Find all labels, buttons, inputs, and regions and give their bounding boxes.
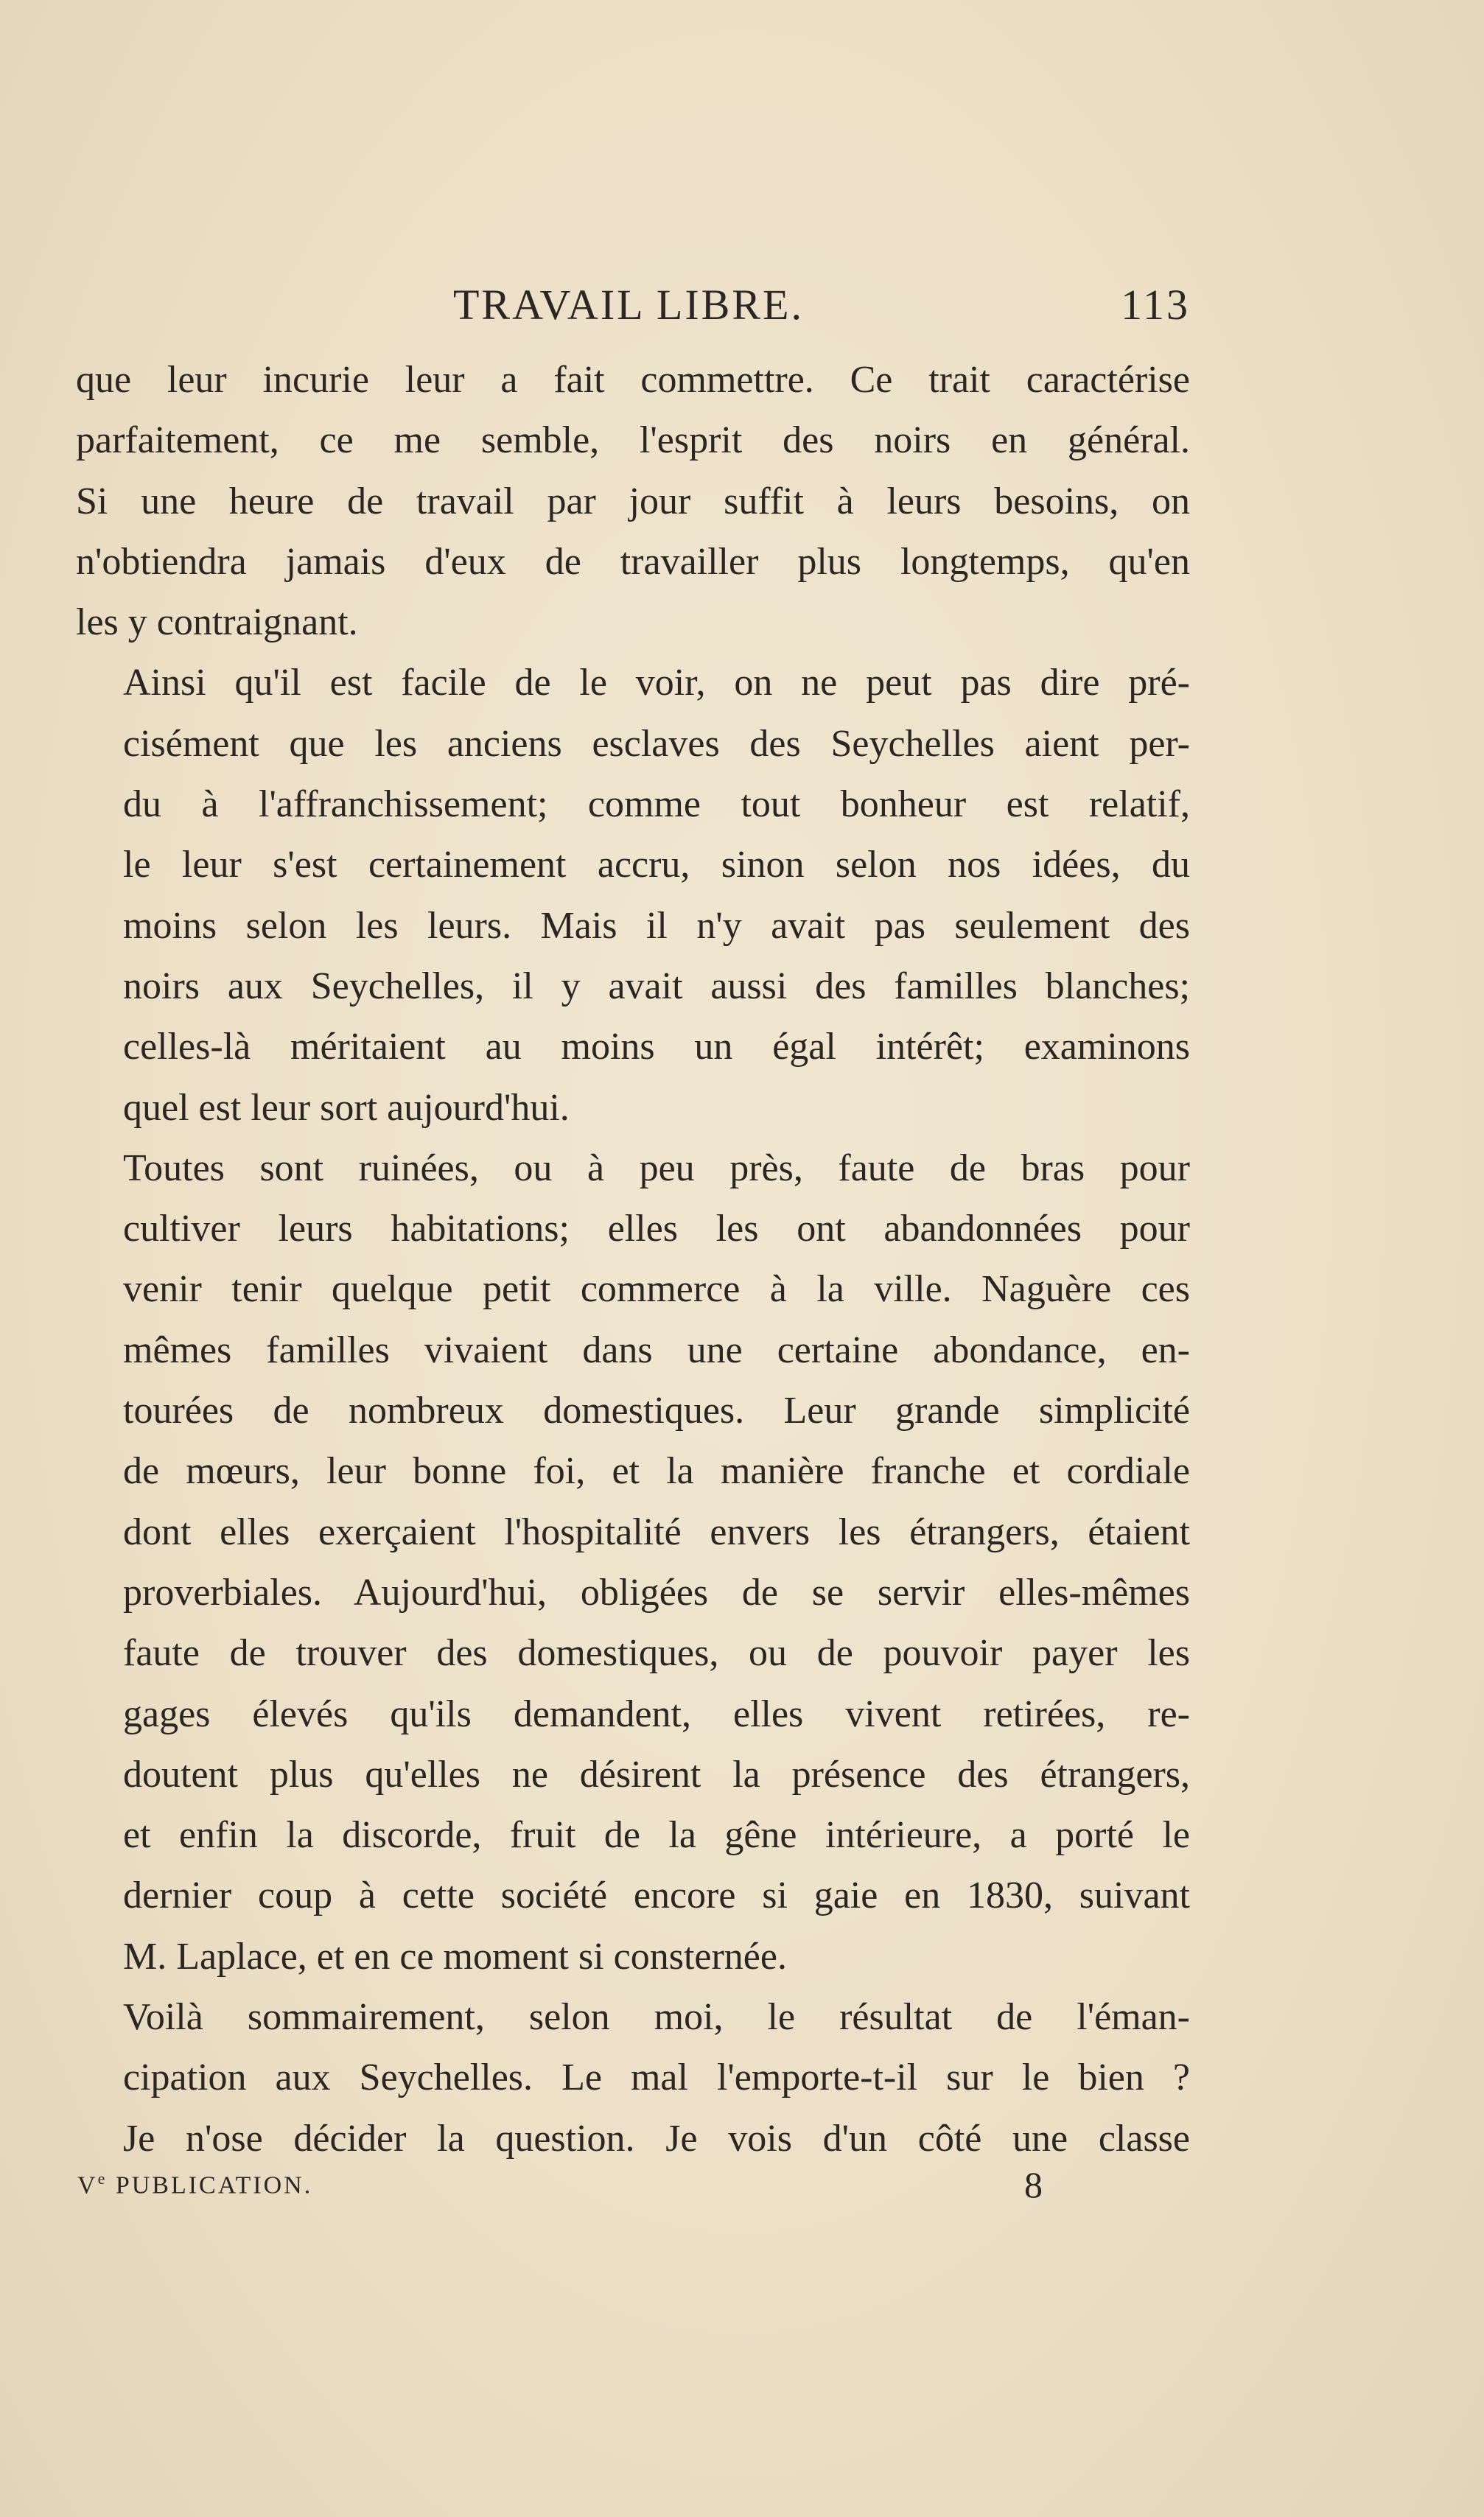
page-number: 113 — [1121, 281, 1190, 329]
text-line: gages élevés qu'ils demandent, elles vivent retirées, re- — [123, 1692, 1190, 1735]
paragraph-2 — [76, 653, 1190, 1138]
signature-text: PUBLICATION. — [107, 2171, 313, 2199]
text-line: doutent plus qu'elles ne désirent la présence des étrangers, — [123, 1753, 1190, 1796]
paragraph-4 — [76, 1987, 1190, 2169]
text-line: n'obtiendra jamais d'eux de travailler plus longtemps, qu'en — [76, 540, 1190, 583]
printer-signature — [77, 2169, 312, 2199]
text-line: Si une heure de travail par jour suffit à leurs besoins, on — [76, 480, 1190, 522]
text-line: mêmes familles vivaient dans une certaine abondance, en- — [123, 1328, 1190, 1371]
page-footer — [77, 2163, 1043, 2222]
text-line: le leur s'est certainement accru, sinon selon nos idées, du — [123, 844, 1190, 886]
text-line: Toutes sont ruinées, ou à peu près, faute de bras pour — [123, 1147, 1190, 1189]
signature-letter: V — [77, 2171, 98, 2199]
text-line: cisément que les anciens esclaves des Seychelles aient per- — [123, 722, 1190, 765]
page-header — [77, 280, 1190, 346]
text-line: celles-là méritaient au moins un égal intérêt; examinons — [123, 1026, 1190, 1068]
sheet-number: 8 — [1024, 2164, 1043, 2205]
text-line: les y contraignant. — [76, 601, 358, 644]
text-line: dont elles exerçaient l'hospitalité envers les étrangers, étaient — [123, 1510, 1190, 1553]
text-line: Ainsi qu'il est facile de le voir, on ne peut pas dire pré- — [123, 662, 1190, 704]
text-line: cultiver leurs habitations; elles les ont abandonnées pour — [123, 1208, 1190, 1250]
text-line: moins selon les leurs. Mais il n'y avait pas seulement des — [123, 904, 1190, 947]
text-line: dernier coup à cette société encore si gaie en 1830, suivant — [123, 1874, 1190, 1917]
text-line: et enfin la discorde, fruit de la gêne intérieure, a porté le — [123, 1814, 1190, 1857]
text-line: Je n'ose décider la question. Je vois d'un côté une classe — [123, 2117, 1190, 2160]
text-line: proverbiales. Aujourd'hui, obligées de se servir elles-mêmes — [123, 1571, 1190, 1614]
text-line: cipation aux Seychelles. Le mal l'emporte-t-il sur le bien ? — [123, 2056, 1190, 2099]
paragraph-3 — [76, 1138, 1190, 1987]
text-line: parfaitement, ce me semble, l'esprit des noirs en général. — [76, 419, 1190, 462]
text-line: quel est leur sort aujourd'hui. — [123, 1086, 570, 1129]
text-line: M. Laplace, et en ce moment si consternée. — [123, 1935, 787, 1978]
text-line: faute de trouver des domestiques, ou de pouvoir payer les — [123, 1632, 1190, 1675]
running-title: TRAVAIL LIBRE. — [453, 281, 804, 329]
text-line: tourées de nombreux domestiques. Leur grande simplicité — [123, 1390, 1190, 1432]
text-line: Voilà sommairement, selon moi, le résultat de l'éman- — [123, 1996, 1190, 2039]
text-line: que leur incurie leur a fait commettre. Ce trait caractérise — [76, 359, 1190, 401]
signature-superscript: e — [97, 2169, 108, 2188]
text-line: venir tenir quelque petit commerce à la ville. Naguère ces — [123, 1268, 1190, 1311]
body-text — [76, 350, 1190, 2169]
paragraph-1 — [76, 350, 1190, 653]
text-line: du à l'affranchissement; comme tout bonheur est relatif, — [123, 783, 1190, 826]
text-line: noirs aux Seychelles, il y avait aussi des familles blanches; — [123, 965, 1190, 1007]
text-line: de mœurs, leur bonne foi, et la manière franche et cordiale — [123, 1450, 1190, 1493]
